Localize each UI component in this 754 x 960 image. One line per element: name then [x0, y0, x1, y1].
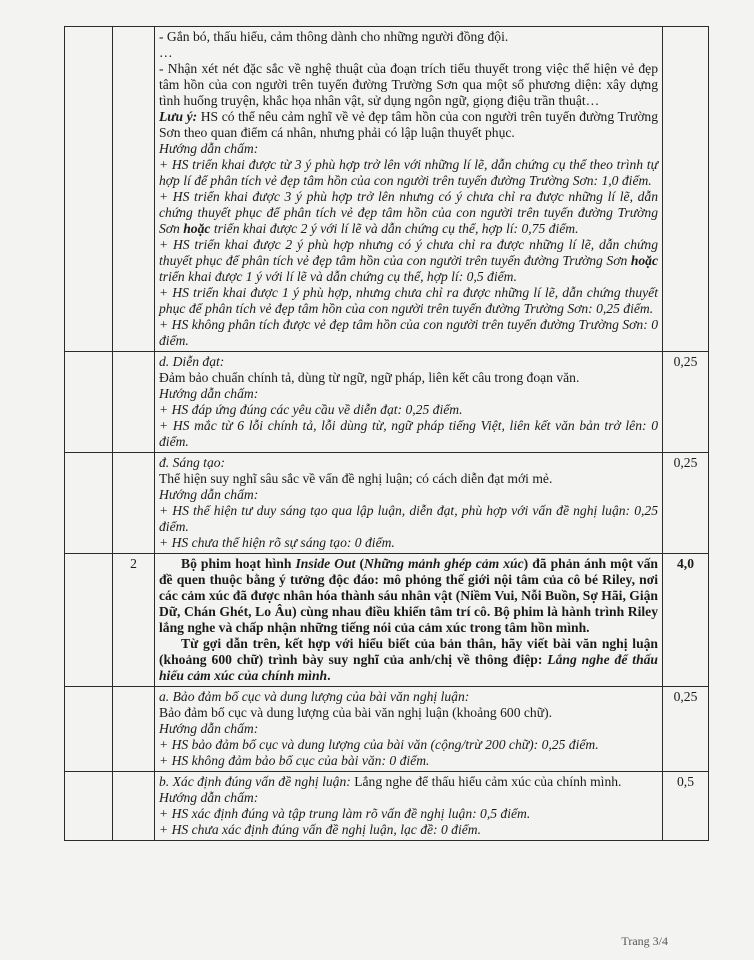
- guide-label: Hướng dẫn chấm:: [159, 721, 259, 736]
- cell-question: [113, 687, 155, 772]
- cell-score: 0,25: [663, 687, 709, 772]
- cell-score: 0,25: [663, 453, 709, 554]
- guide-item: + HS bảo đảm bố cục và dung lượng của bài văn (cộng/trừ 200 chữ): 0,25 điểm.: [159, 737, 599, 752]
- prompt-paragraph: Bộ phim hoạt hình Inside Out (Những mảnh ghép cảm xúc) đã phản ánh một vấn đề quen thuộc bằng ý tưởng độc đáo: mô phỏng thế giới nội tâm của cô bé Riley, nơi các cảm xúc đã được nhân hóa thành sáu nhân vật (Niềm Vui, Nỗi Buồn, Sợ Hãi, Giận Dữ, Chán Ghét, Lo Âu) cùng nhau điều khiển tâm trí cô. Bộ phim là hành trình Riley lắng nghe và chấp nhận những tiếng nói của cảm xúc trong tâm hồn mình.: [159, 556, 658, 635]
- page-number: Trang 3/4: [621, 934, 668, 948]
- note-label: Lưu ý:: [159, 109, 198, 124]
- cell-question-number: 2: [113, 554, 155, 687]
- table-row: [65, 27, 709, 352]
- cell-score: [663, 27, 709, 352]
- cell-part: [65, 27, 113, 352]
- criterion-title: d. Diễn đạt:: [159, 354, 225, 369]
- guide-item: + HS không phân tích được vẻ đẹp tâm hồn của con người trên tuyến đường Trường Sơn: 0 điểm.: [159, 317, 658, 348]
- guide-item: + HS triển khai được 2 ý phù hợp nhưng có ý chưa chỉ ra được những lí lẽ, dẫn chứng thuyết phục để phân tích vẻ đẹp tâm hồn của con người trên tuyến đường Trường Sơn hoặc triển khai được 1 ý với lí lẽ và dẫn chứng cụ thể, hợp lí: 0,5 điểm.: [159, 237, 658, 284]
- cell-part: [65, 772, 113, 841]
- guide-label: Hướng dẫn chấm:: [159, 141, 259, 156]
- cell-score: 0,25: [663, 352, 709, 453]
- guide-item: + HS xác định đúng và tập trung làm rõ vấn đề nghị luận: 0,5 điểm.: [159, 806, 531, 821]
- prompt-paragraph: Từ gợi dẫn trên, kết hợp với hiểu biết của bản thân, hãy viết bài văn nghị luận (khoảng 600 chữ) trình bày suy nghĩ của anh/chị về thông điệp: Lắng nghe để thấu hiểu cảm xúc của chính mình.: [159, 636, 658, 683]
- guide-item: + HS chưa xác định đúng vấn đề nghị luận, lạc đề: 0 điểm.: [159, 822, 482, 837]
- content-line: - Gắn bó, thấu hiểu, cảm thông dành cho những người đồng đội.: [159, 29, 509, 44]
- cell-score: 4,0: [663, 554, 709, 687]
- guide-label: Hướng dẫn chấm:: [159, 386, 259, 401]
- criterion-text: Đảm bảo chuẩn chính tả, dùng từ ngữ, ngữ pháp, liên kết câu trong đoạn văn.: [159, 370, 580, 385]
- table-row: [65, 453, 709, 554]
- guide-label: Hướng dẫn chấm:: [159, 790, 259, 805]
- cell-question: [113, 352, 155, 453]
- guide-item: + HS đáp ứng đúng các yêu cầu về diễn đạt: 0,25 điểm.: [159, 402, 463, 417]
- cell-content: [155, 687, 663, 772]
- guide-item: + HS mắc từ 6 lỗi chính tả, lỗi dùng từ, ngữ pháp tiếng Việt, liên kết văn bản trở lên: 0 điểm.: [159, 418, 658, 449]
- film-title: Inside Out: [295, 556, 356, 571]
- cell-content: [155, 453, 663, 554]
- cell-question: [113, 453, 155, 554]
- cell-part: [65, 352, 113, 453]
- cell-content: [155, 27, 663, 352]
- film-subtitle: Những mảnh ghép cảm xúc: [364, 556, 524, 571]
- content-line: - Nhận xét nét đặc sắc về nghệ thuật của đoạn trích tiểu thuyết trong việc thể hiện vẻ đẹp tâm hồn của con người trên tuyến đường Trường Sơn qua một số phương diện: xây dựng tình huống truyện, khắc họa nhân vật, sử dụng ngôn ngữ, giọng điệu trần thuật…: [159, 61, 658, 108]
- criterion-title: b. Xác định đúng vấn đề nghị luận:: [159, 774, 351, 789]
- criterion-title: đ. Sáng tạo:: [159, 455, 226, 470]
- cell-question: [113, 27, 155, 352]
- cell-content: [155, 772, 663, 841]
- table-row: [65, 554, 709, 687]
- guide-item: + HS chưa thể hiện rõ sự sáng tạo: 0 điểm.: [159, 535, 395, 550]
- cell-question: [113, 772, 155, 841]
- criterion-title-line: [159, 774, 658, 790]
- cell-content: [155, 554, 663, 687]
- cell-part: [65, 687, 113, 772]
- cell-part: [65, 453, 113, 554]
- guide-label: Hướng dẫn chấm:: [159, 487, 259, 502]
- cell-part: [65, 554, 113, 687]
- guide-item: + HS không đảm bảo bố cục của bài văn: 0 điểm.: [159, 753, 430, 768]
- table-row: [65, 772, 709, 841]
- guide-item: + HS triển khai được 1 ý phù hợp, nhưng chưa chỉ ra được những lí lẽ, dẫn chứng thuyết phục để phân tích vẻ đẹp tâm hồn của con người trên tuyến đường Trường Sơn: 0,25 điểm.: [159, 285, 658, 316]
- table-row: [65, 352, 709, 453]
- content-line: …: [159, 45, 173, 60]
- criterion-text: Bảo đảm bố cục và dung lượng của bài văn nghị luận (khoảng 600 chữ).: [159, 705, 553, 720]
- prompt-message: Lắng nghe để thấu hiểu cảm xúc của chính mình: [159, 652, 658, 683]
- criterion-text: Thể hiện suy nghĩ sâu sắc về vấn đề nghị luận; có cách diễn đạt mới mẻ.: [159, 471, 553, 486]
- note-text: HS có thể nêu cảm nghĩ về vẻ đẹp tâm hồn của con người trên tuyến đường Trường Sơn theo quan điểm cá nhân, nhưng phải có lập luận thuyết phục.: [159, 109, 658, 140]
- table-row: [65, 687, 709, 772]
- criterion-text: Lắng nghe để thấu hiểu cảm xúc của chính mình.: [350, 774, 622, 789]
- guide-item: + HS triển khai được 3 ý phù hợp trở lên nhưng có ý chưa chỉ ra được những lí lẽ, dẫn chứng thuyết phục để phân tích vẻ đẹp tâm hồn của con người trên tuyến đường Trường Sơn hoặc triển khai được 2 ý với lí lẽ và dẫn chứng cụ thể, hợp lí: 0,75 điểm.: [159, 189, 658, 236]
- guide-item: + HS triển khai được từ 3 ý phù hợp trở lên với những lí lẽ, dẫn chứng cụ thể theo trình tự hợp lí để phân tích vẻ đẹp tâm hồn của con người trên tuyến đường Trường Sơn: 1,0 điểm.: [159, 157, 658, 188]
- grading-table: [64, 26, 709, 841]
- guide-item: + HS thể hiện tư duy sáng tạo qua lập luận, diễn đạt, phù hợp với vấn đề nghị luận: 0,25 điểm.: [159, 503, 658, 534]
- cell-score: 0,5: [663, 772, 709, 841]
- criterion-title: a. Bảo đảm bố cục và dung lượng của bài văn nghị luận:: [159, 689, 470, 704]
- note-line: [159, 109, 658, 141]
- cell-content: [155, 352, 663, 453]
